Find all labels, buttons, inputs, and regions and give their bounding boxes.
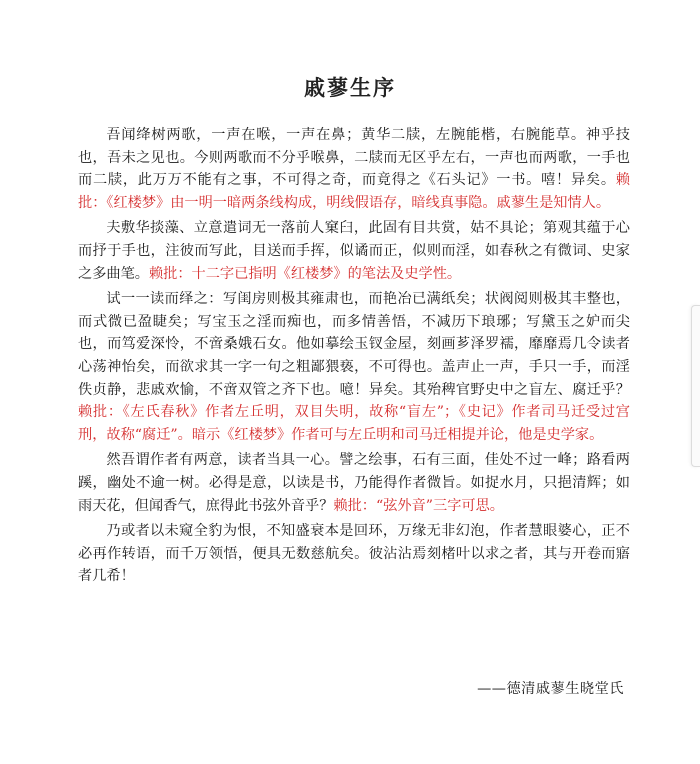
preface-body xyxy=(78,124,630,591)
paragraph-text: 乃或者以未窥全豹为恨，不知盛衰本是回环，万缘无非幻泡，作者慧眼婆心，正不必再作转语，而千万领悟，便具无数慈航矣。彼沾沾焉刻楮叶以求之者，其与开卷而寤者几希！ xyxy=(78,523,630,585)
page-title: 戚蓼生序 xyxy=(304,76,396,100)
paragraph-2 xyxy=(78,217,630,288)
annotation-note: 赖批：《左氏春秋》作者左丘明，双目失明，故称“盲左”；《史记》作者司马迁受过宫刑，故称“腐迁”。暗示《红楼梦》作者可与左丘明和司马迁相提并论，他是史学家。 xyxy=(78,404,630,443)
author-signature: ——德清戚蓼生晓堂氏 xyxy=(477,681,624,697)
paragraph-4 xyxy=(78,449,630,520)
paragraph-5 xyxy=(78,520,630,591)
paragraph-text: 然吾谓作者有两意，读者当具一心。譬之绘事，石有三面，佳处不过一峰；路看两蹊，幽处不逾一树。必得是意，以读是书，乃能得作者微旨。如捉水月，只挹清辉；如雨天花，但闻香气，庶得此书弦外音乎？ xyxy=(78,452,630,514)
paragraph-text: 夫敷华掞藻、立意遣词无一落前人窠臼，此固有目共赏，姑不具论；第观其蕴于心而抒于手也，注彼而写此，目送而手挥，似谲而正，似则而淫，如春秋之有微词、史家之多曲笔。 xyxy=(78,220,630,282)
annotation-note: 赖批：“弦外音”三字可思。 xyxy=(333,497,504,514)
annotation-note: 赖批：《红楼梦》由一明一暗两条线构成，明线假语存，暗线真事隐。戚蓼生是知情人。 xyxy=(78,172,630,211)
paragraph-text: 试一一读而绎之：写闺房则极其雍肃也，而艳冶已满纸矣；状阀阅则极其丰整也，而式微已盈睫矣；写宝玉之淫而痴也，而多情善悟，不减历下琅琊；写黛玉之妒而尖也，而笃爱深怜，不啻桑娥石女。他如摹绘玉钗金屋，刻画芗泽罗襦，靡靡焉几令读者心荡神怡矣，而欲求其一字一句之粗鄙猥亵，不可得也。盖声止一声，手只一手，而淫佚贞静，悲戚欢愉，不啻双管之齐下也。噫！异矣。其殆稗官野史中之盲左、腐迁乎？ xyxy=(78,291,630,398)
paragraph-1 xyxy=(78,124,630,217)
paragraph-3 xyxy=(78,288,630,449)
annotation-note: 赖批：十二字已指明《红楼梦》的笔法及史学性。 xyxy=(148,265,462,282)
paragraph-text: 吾闻绛树两歌，一声在喉，一声在鼻；黄华二牍，左腕能楷，右腕能草。神乎技也，吾未之见也。今则两歌而不分乎喉鼻，二牍而无区乎左右，一声也而两歌，一手也而二牍，此万万不能有之事，不可得之奇，而竟得之《石头记》一书。嘻！异矣。 xyxy=(78,127,630,189)
side-panel-handle[interactable] xyxy=(691,305,700,467)
